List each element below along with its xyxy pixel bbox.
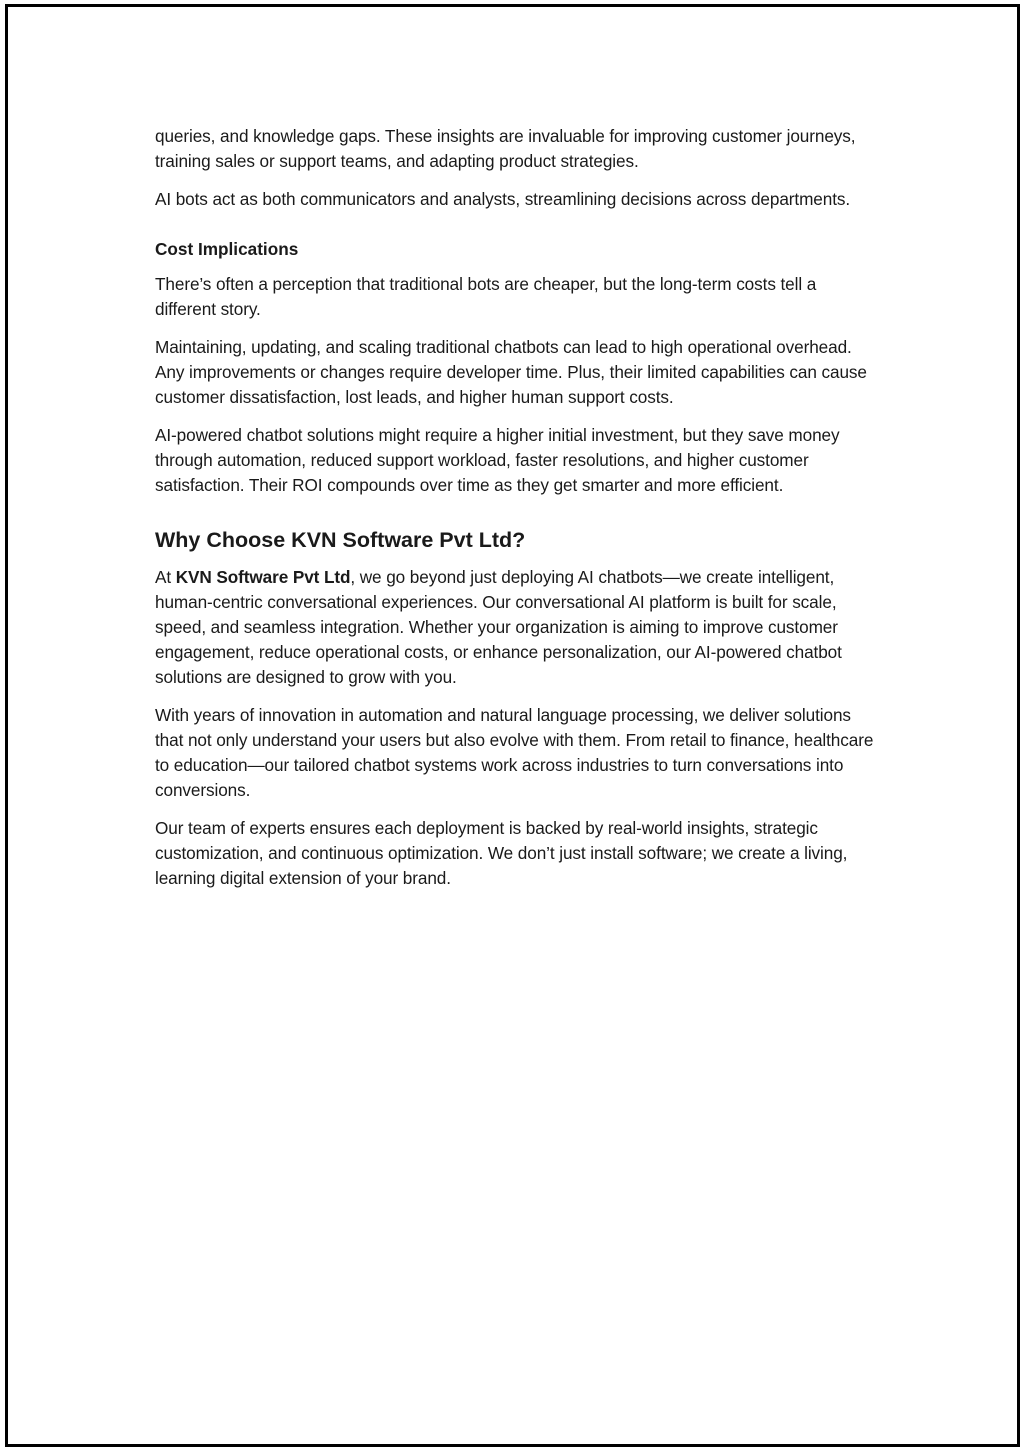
- paragraph: AI bots act as both communicators and analysts, streamlining decisions across departments.: [155, 189, 851, 209]
- paragraph: There’s often a perception that traditional bots are cheaper, but the long-term costs tell a different story.: [155, 274, 817, 319]
- section-heading-why-choose: Why Choose KVN Software Pvt Ltd?: [155, 528, 526, 552]
- intro-text: , we go beyond just deploying AI chatbots—we create intelligent, human-centric conversational experiences. Our conversational AI platform is built for scale, speed, and seamless integration. Whether your organization is aiming to improve customer engagement, reduce operational costs, or enhance personalization, our AI-powered chatbot solutions are designed to grow with you.: [155, 567, 842, 687]
- intro-prefix: At: [155, 567, 176, 587]
- document-body: [155, 124, 875, 904]
- paragraph: With years of innovation in automation and natural language processing, we deliver solutions that not only understand your users but also evolve with them. From retail to finance, healthcare to education—our tailored chatbot systems work across industries to turn conversations into conversions.: [155, 705, 874, 800]
- paragraph: AI-powered chatbot solutions might require a higher initial investment, but they save money through automation, reduced support workload, faster resolutions, and higher customer satisfaction. Their ROI compounds over time as they get smarter and more efficient.: [155, 425, 840, 495]
- section-heading-cost-implications: Cost Implications: [155, 239, 299, 259]
- paragraph: Maintaining, updating, and scaling traditional chatbots can lead to high operational overhead. Any improvements or changes require developer time. Plus, their limited capabilities can cause customer dissatisfaction, lost leads, and higher human support costs.: [155, 337, 867, 407]
- paragraph: Our team of experts ensures each deployment is backed by real-world insights, strategic customization, and continuous optimization. We don’t just install software; we create a living, learning digital extension of your brand.: [155, 818, 848, 888]
- company-name: KVN Software Pvt Ltd: [175, 567, 351, 587]
- paragraph: queries, and knowledge gaps. These insights are invaluable for improving customer journeys, training sales or support teams, and adapting product strategies.: [155, 126, 856, 171]
- paragraph-intro: [155, 565, 875, 690]
